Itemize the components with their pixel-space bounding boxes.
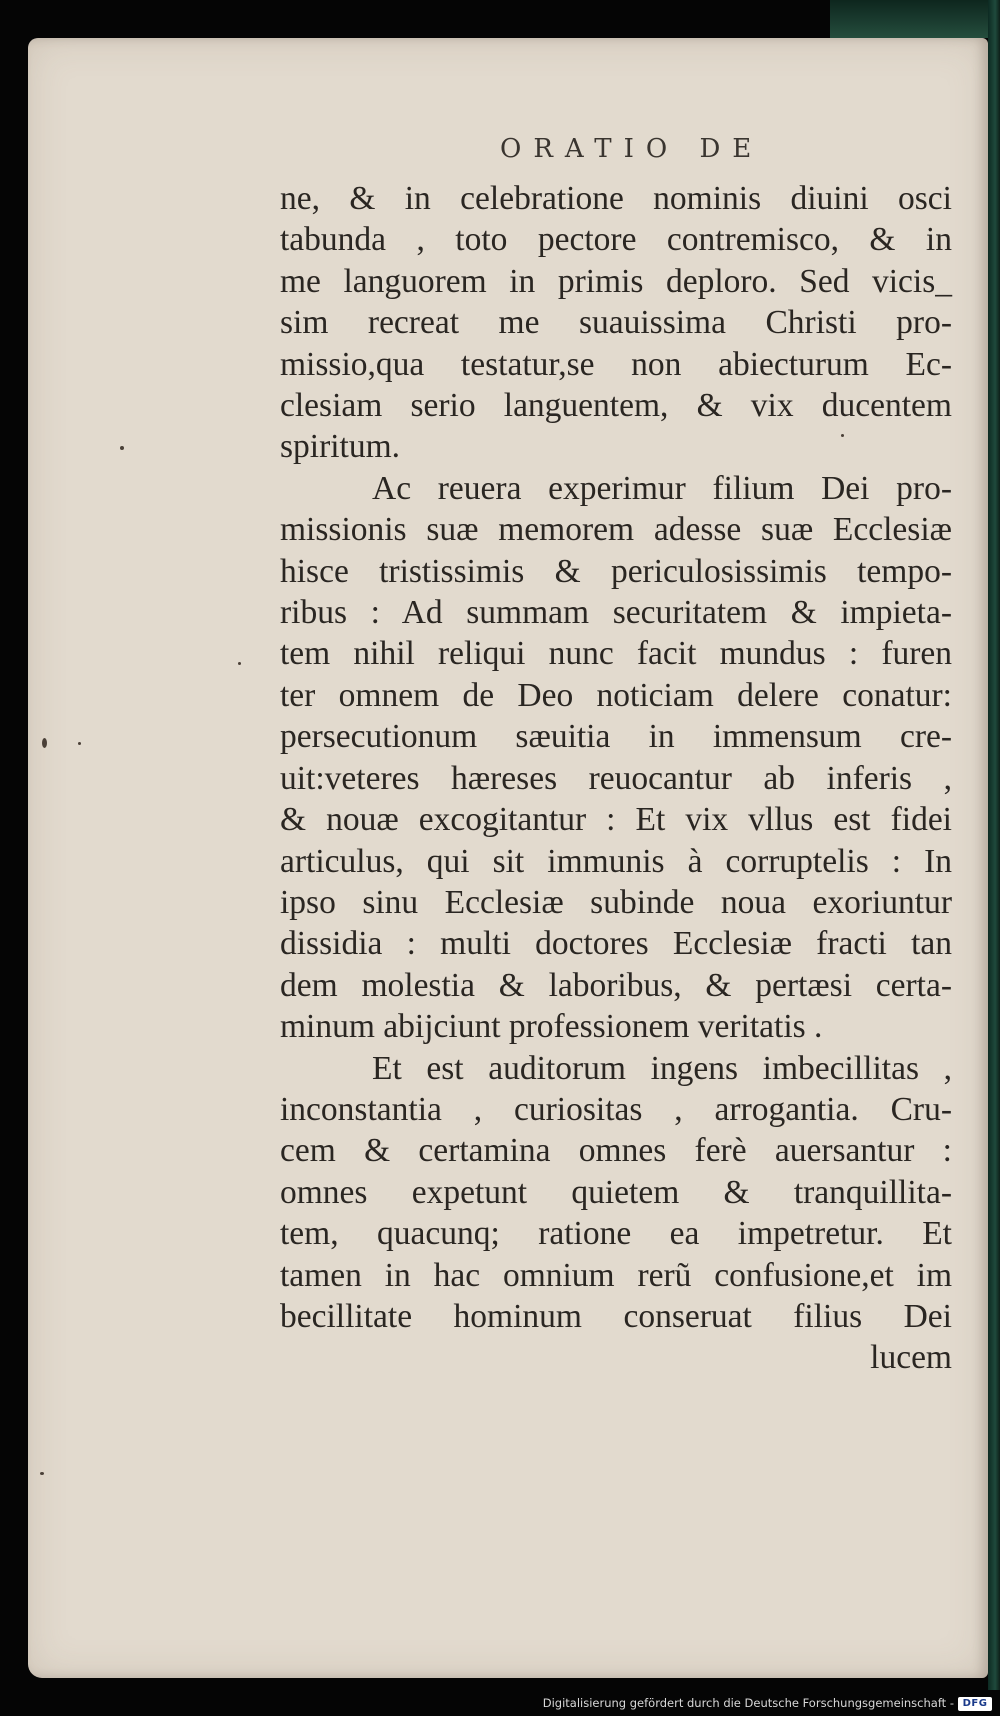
text-line: omnes expetunt quietem & tranquillita-	[280, 1173, 952, 1211]
text-line: ipso sinu Ecclesiæ subinde noua exoriuntur	[280, 883, 952, 921]
footer-bar	[0, 1690, 1000, 1716]
text-line: Et est auditorum ingens imbecillitas ,	[372, 1049, 952, 1087]
text-line: spiritum.	[280, 428, 401, 466]
text-line: missio,qua testatur,se non abiecturum Ec-	[280, 345, 952, 383]
text-line: & nouæ excogitantur : Et vix vllus est fidei	[280, 801, 952, 839]
ink-speck	[42, 738, 47, 748]
text-line: minum abijciunt professionem veritatis .	[280, 1008, 823, 1046]
text-line: inconstantia , curiositas , arrogantia. Cru-	[280, 1090, 952, 1128]
text-line: ne, & in celebratione nominis diuini osci	[280, 180, 952, 217]
text-line: sim recreat me suauissima Christi pro-	[280, 304, 952, 342]
text-line: Ac reuera experimur filium Dei pro-	[372, 469, 952, 507]
text-line: dem molestia & laboribus, & pertæsi certa-	[280, 966, 952, 1004]
text-line: cem & certamina omnes ferè auersantur :	[280, 1132, 952, 1170]
text-line: tamen in hac omnium rerũ confusione,et im	[280, 1256, 952, 1294]
ink-speck	[78, 742, 81, 745]
ink-speck	[40, 1472, 44, 1475]
text-line: dissidia : multi doctores Ecclesiæ fracti tan	[280, 925, 952, 963]
dfg-logo-icon: DFG	[958, 1697, 992, 1711]
catchword: lucem	[870, 1339, 952, 1377]
text-line: becillitate hominum conseruat filius Dei	[280, 1297, 952, 1335]
running-head: ORATIO DE	[500, 134, 764, 164]
body-text	[280, 178, 952, 1379]
text-line: articulus, qui sit immunis à corruptelis : In	[280, 842, 952, 880]
text-line: clesiam serio languentem, & vix ducentem	[280, 387, 952, 425]
text-line: tabunda , toto pectore contremisco, & in	[280, 221, 952, 259]
text-line: uit:veteres hæreses reuocantur ab inferis ,	[280, 759, 952, 797]
digitization-credit: Digitalisierung gefördert durch die Deutsche Forschungsgemeinschaft -	[542, 1696, 954, 1710]
text-line: missionis suæ memorem adesse suæ Ecclesiæ	[280, 511, 952, 549]
ink-speck	[120, 446, 124, 450]
text-line: persecutionum sæuitia in immensum cre-	[280, 718, 952, 756]
text-line: tem nihil reliqui nunc facit mundus : furen	[280, 635, 952, 673]
text-line: ter omnem de Deo noticiam delere conatur:	[280, 676, 952, 714]
text-line: ribus : Ad summam securitatem & impieta-	[280, 594, 952, 632]
text-line: me languorem in primis deploro. Sed vicis_	[280, 262, 952, 300]
text-line: tem, quacunq; ratione ea impetretur. Et	[280, 1215, 952, 1253]
book-cover-edge-top	[830, 0, 1000, 38]
ink-speck	[238, 662, 241, 665]
text-line: hisce tristissimis & periculosissimis tempo-	[280, 552, 952, 590]
book-cover-edge-right	[988, 0, 1000, 1690]
